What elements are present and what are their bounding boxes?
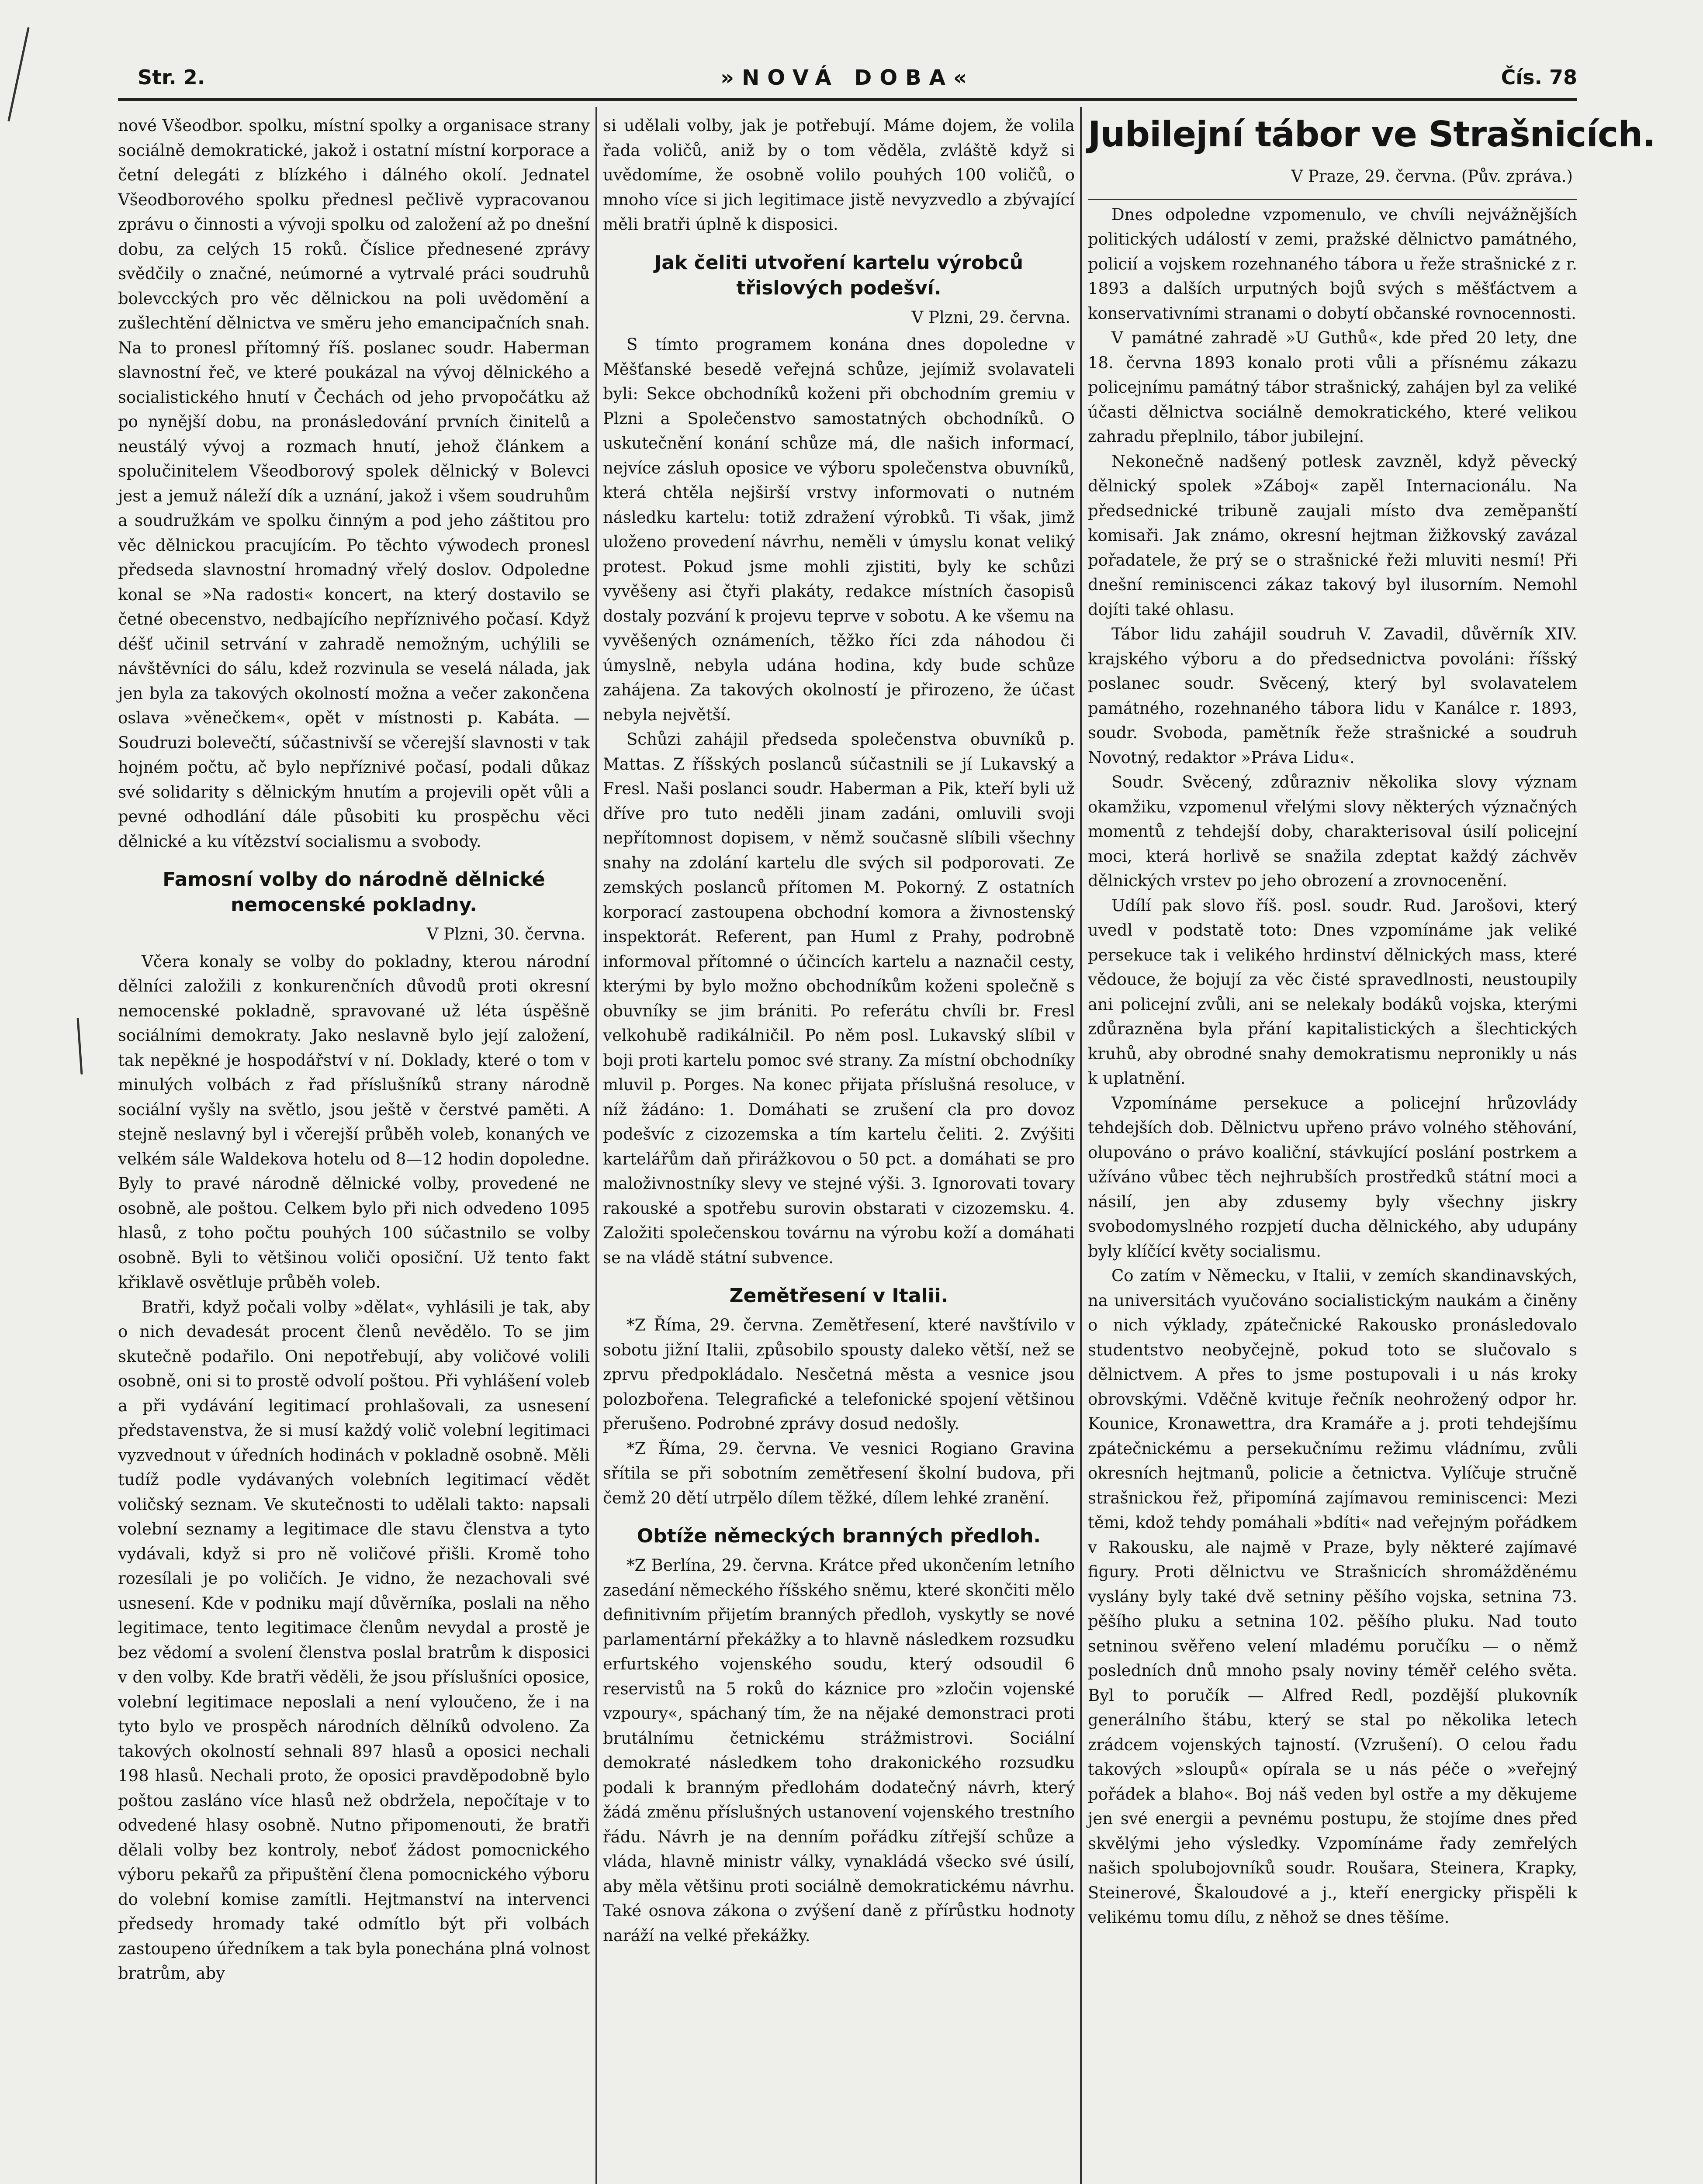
- article-text: S tímto programem konána dnes dopoledne v Měšťanské besedě veřejná schůze, jejímiž svolavateli byli: Sekce obchodníků koženi při obchodním gremiu v Plzni a Společenstvo samostatných obchodníků. O uskutečnění konání schůze má, dle našich informací, nejvíce zásluh oposice ve výboru společenstva obuvníků, která chtěla nejširší vrstvy informovati o nutném následku kartelu: totiž zdražení výrobků. Ti však, jimž uloženo provedení návrhu, neměli v úmyslu konat veliký protest. Pokud jsme mohli zjistiti, byly ke schůzi vyvěšeny asi čtyři plakáty, redakce místních časopisů dostaly pozvání k projevu teprve v sobotu. A ke všemu na vyvěšených oznámeních, těžko říci zda náhodou či úmyslně, nebyla udána hodina, kdy bude schůze zahájena. Za takových okolností je přirozeno, že účast nebyla největší.: [603, 335, 1075, 724]
- column-3: [1088, 114, 1655, 2184]
- masthead: »NOVÁ DOBA«: [720, 66, 975, 90]
- article-text: Bratři, když počali volby »dělat«, vyhlásili je tak, aby o nich devadesát procent členů nevědělo. To se jim skutečně podařilo. Oni nepotřebují, aby voličové volili osobně, oni si to prostě odvolí poštou. Při vyhlášení voleb a při vydávání legitimací prohlašovali, za usnesení představenstva, že si musí každý volič volební legitimaci vyzvednout v úředních hodinách v pokladně osobně. Měli tudíž podle vydávaných volebních legitimací vědět voličský seznam. Ve skutečnosti to udělali takto: napsali volební seznamy a legitimace dle stavu členstva a tyto vydávali, když si pro ně voličové přišli. Kromě toho rozesílali je po voličích. Je vidno, že nezachovali své usnesení. Kde v podniku mají důvěrníka, poslali na něho legitimace, tento legitimace členům nevydal a prostě je bez vědomí a svolení členstva poslal bratrům k disposici v den volby. Kde bratři věděli, že jsou příslušníci oposice, volební legitimace neposlali a není vyloučeno, že i na tyto bylo ve prospěch národních dělníků odvoleno. Za takových okolností sehnali 897 hlasů a oposici nechali 198 hlasů. Nechali proto, že oposici pravděpodobně bylo poštou zasláno více hlasů než obdržela, nepočítaje v to odvedené hlasy osobně. Nutno připomenouti, že bratři dělali volby bez kontroly, neboť žádost pomocnického výboru pekařů za připuštění člena pomocnického výboru do volební komise zamítli. Hejtmanství na intervenci předsedy hromady také odmítlo být při volbách zastoupeno úředníkem a tak byla ponechána plná volnost bratrům, aby: [118, 1297, 590, 1983]
- page-header: [118, 66, 1577, 96]
- article-text: si udělali volby, jak je potřebují. Máme dojem, že volila řada voličů, aniž by o tom věděla, zvláště když si uvědomíme, že osobně volilo pouhých 100 voličů, o mnoho více si jich legitimace jistě nevyzvedlo a zbývající měli bratři úplně k disposici.: [603, 116, 1075, 234]
- column-divider: [595, 107, 597, 2184]
- margin-pencil-mark: [76, 1018, 83, 1075]
- article-text: Nekonečně nadšený potlesk zavzněl, když pěvecký dělnický spolek »Záboj« zapěl Internacionálu. Na předsednické tribuně zaujali místo dva zeměpanští komisaři. Jak známo, okresní hejtman žižkovský zavázal pořadatele, že prý se o strašnické řeži mluviti nesmí! Při dnešní reminiscenci zákaz takový byl ilusorním. Nemohl dojíti také ohlasu.: [1088, 452, 1577, 619]
- article-text: Tábor lidu zahájil soudruh V. Zavadil, důvěrník XIV. krajského výboru a do předsednictva povoláni: říšský poslanec soudr. Svěcený, který byl svolavatelem památného, rozehnaného tábora lidu v Kanálce r. 1893, soudr. Svoboda, pamětník řeže strašnické a soudruh Novotný, redaktor »Práva Lidu«.: [1088, 625, 1577, 767]
- main-headline: Jubilejní tábor ve Strašnicích.: [1088, 114, 1655, 155]
- article-headline: Zemětřesení v Italii.: [729, 1285, 948, 1307]
- article-text: V památné zahradě »U Guthů«, kde před 20 lety, dne 18. června 1893 konalo proti vůli a přísnému zákazu policejnímu památný tábor strašnický, zahájen byl za veliké účasti dělnictva sociálně demokratického, které velikou zahradu přeplnilo, tábor jubilejní.: [1088, 328, 1577, 446]
- article-headline: Famosní volby do národně dělnické nemocenské pokladny.: [163, 868, 545, 916]
- article-text: Soudr. Svěcený, zdůrazniv několika slovy význam okamžiku, vzpomenul vřelými slovy některých význačných momentů z tehdejší doby, charakterisoval úsilí policejní moci, která horlivě se snažila zdeptat každý záchvěv dělnických vrstev po jeho obrození a zrovnocenění.: [1088, 773, 1577, 890]
- issue-number: Čís. 78: [1501, 66, 1577, 89]
- article-text: Dnes odpoledne vzpomenulo, ve chvíli nejvážnějších politických událostí v zemi, pražské dělnictvo památného, policií a vojskem rozehnaného tábora u řeže strašnické z r. 1893 a dalších urputných bojů svých s měšťáctvem a konservativními stranami o dobytí občanské rovnocennosti.: [1088, 205, 1577, 323]
- article-text: Schůzi zahájil předseda společenstva obuvníků p. Mattas. Z říšských poslanců súčastnili se jí Lukavský a Fresl. Naši poslanci soudr. Haberman a Pik, kteří byli už dříve pro tuto neděli jinam zadáni, omluvili svoji nepřítomnost dopisem, v němž současně slíbili všechny snahy na zdolání kartelu dle svých sil podporovati. Ze zemských poslanců přítomen M. Pokorný. Z ostatních korporací zastoupena obchodní komora a živnostenský inspektorát. Referent, pan Huml z Prahy, podrobně informoval přítomné o účincích kartelu a naznačil cesty, kterými by bylo možno obchodníkům koženi společně s obuvníky se jim brániti. Po referátu chvíli br. Fresl velkohubě radikálničil. Po něm posl. Lukavský slíbil v boji proti kartelu pomoc své strany. Za místní obchodníky mluvil p. Porges. Na konec přijata příslušná resoluce, v níž žádáno: 1. Domáhati se zrušení cla pro dovoz podešvíc z cizozemska a tím kartelu čeliti. 2. Zvýšiti kartelářům daň přirážkovou o 50 pct. a domáhati se pro maloživnostníky slevy ve stejné výši. 3. Ignorovati tovary rakouské a spotřebu surovin obstarati v cizozemsku. 4. Založiti společenskou továrnu na výrobu koží a domáhati se na vládě státní subvence.: [603, 730, 1075, 1267]
- article-text: Udílí pak slovo říš. posl. soudr. Rud. Jarošovi, který uvedl v podstatě toto: Dnes vzpomínáme jak veliké persekuce tak i velikého hrdinství dělnických mass, které vědouce, že bojují za věc čisté spravedlnosti, neustoupily ani policejní zvůli, ani se nelekaly bodáků vojska, kterými zdůrazněna byla přání kapitalistických a šlechtických kruhů, aby obrodné snahy demokratismu nepronikly u nás k uplatnění.: [1088, 896, 1577, 1088]
- headline-rule: [1088, 199, 1577, 200]
- header-rule: [118, 98, 1577, 101]
- column-divider: [1080, 107, 1082, 2184]
- page-number: Str. 2.: [138, 66, 205, 89]
- article-text: Vzpomínáme persekuce a policejní hrůzovlády tehdejších dob. Dělnictvu upřeno právo volného stěhování, olupováno o právo koaliční, stávkující poslání postrkem a užíváno vůbec těch nejhrubších prostředků státní moci a násilí, jen aby zdusemy byly všechny jiskry svobodomyslného rozpjetí ducha dělnického, aby udupány byly klíčící květy socialismu.: [1088, 1093, 1577, 1261]
- article-text: Co zatím v Německu, v Italii, v zemích skandinavských, na universitách vyučováno socialistickým naukám a činěny o nich výklady, zpátečnické Rakousko pronásledovalo studentstvo neobyčejně, pokud toto se slučovalo s dělnictvem. A přes to jsme postupovali i u nás kroky obrovskými. Vděčně kvituje řečník neohrožený odpor hr. Kounice, Kronawettra, dra Kramáře a j. proti tehdejšímu zpátečnickému a persekučnímu režimu vládnímu, zvůli okresních hejtmanů, policie a četnictva. Vylíčuje stručně strašnickou řež, připomíná zajímavou reminiscenci: Mezi těmi, kdož tehdy pomáhali »bdíti« nad veřejným pořádkem v Rakousku, ale najmě v Praze, byly některé zajímavé figury. Proti dělnictvu ve Strašnicích shromážděnému vyslány byly také dvě setniny pěšího vojska, setnina 73. pěšího pluku a setnina 102. pěšího pluku. Nad touto setninou svěřeno velení mladému poručíku — o němž posledních dnů mnoho psaly noviny téměř celého světa. Byl to poručík — Alfred Redl, pozdější plukovník generálního štábu, který se stal po několika letech zrádcem vojenských tajností. (Vzrušení). O celou řadu takových »sloupů« opírala se u nás péče o »veřejný pořádek a blaho«. Boj náš veden byl ostře a my děkujeme jen své energii a pevnému postupu, že stojíme dnes před skvělými jeho výsledky. Vzpomínáme řady zemřelých našich spolubojovníků soudr. Roušara, Steinera, Krapky, Steinerové, Škaloudové a j., kteří energicky přispěli k velikému tomu dílu, z něhož se dnes těšíme.: [1088, 1266, 1577, 1927]
- article-headline: Obtíže německých branných předloh.: [637, 1525, 1041, 1547]
- dateline: V Praze, 29. června. (Pův. zpráva.): [1291, 167, 1573, 186]
- dateline: V Plzni, 30. června.: [426, 925, 585, 943]
- article-text: *Z Berlína, 29. června. Krátce před ukončením letního zasedání německého říšského sněmu, které skončiti mělo definitivním přijetím branných předloh, vyskytly se nové parlamentární překážky a to hlavně následkem rozsudku erfurtského vojenského soudu, který odsoudil 6 reservistů na 5 roků do káznice pro »zločin vojenské vzpoury«, spáchaný tím, že na nějaké demonstraci proti brutálnímu četnickému strážmistrovi. Sociální demokraté následkem toho drakonického rozsudku podali k branným předlohám dodatečný návrh, který žádá změnu příslušných ustanovení vojenského trestního řádu. Návrh je na denním pořádku zítřejší schůze a vláda, hlavně ministr války, vynakládá všecko své úsilí, aby měla většinu proti sociálně demokratickému návrhu. Také osnova zákona o zvýšení daně z přírůstku hodnoty naráží na velké překážky.: [603, 1556, 1075, 1945]
- column-2: [603, 114, 1075, 2184]
- article-text: Včera konaly se volby do pokladny, kterou národní dělníci založili z konkurenčních důvodů proti okresní nemocenské pokladně, spravované už léta úspěšně sociálními demokraty. Jako neslavně bylo její založení, tak nepěkné je hospodářství v ní. Doklady, které o tom v minulých volbách z řad příslušníků strany národně sociální vyšly na světlo, jsou ještě v čerstvé paměti. A stejně neslavný byl i včerejší průběh voleb, konaných ve velkém sále Waldekova hotelu od 8—12 hodin dopoledne. Byly to pravé národně dělnické volby, provedené ne osobně, ale poštou. Celkem bylo při nich odvedeno 1095 hlasů, z toho počtu pouhých 100 súčastnilo se volby osobně. Byli to většinou voliči oposiční. Už tento fakt křiklavě osvětluje průběh voleb.: [118, 952, 590, 1292]
- article-text: *Z Říma, 29. června. Ve vesnici Rogiano Gravina sřítila se při sobotním zemětřesení školní budova, při čemž 20 dětí utrpělo dílem těžké, dílem lehké zranění.: [603, 1439, 1075, 1507]
- article-text: *Z Říma, 29. června. Zemětřesení, které navštívilo v sobotu jižní Italii, způsobilo spousty daleko větší, než se zprvu předpokládalo. Nesčetná města a vesnice jsou polozbořena. Telegrafické a telefonické spojení většinou přerušeno. Podrobné zprávy dosud nedošly.: [603, 1316, 1075, 1433]
- margin-pencil-mark: [7, 27, 30, 121]
- article-headline: Jak čeliti utvoření kartelu výrobců třislových podešví.: [654, 251, 1024, 299]
- dateline: V Plzni, 29. června.: [911, 308, 1070, 327]
- column-1: [118, 114, 590, 2184]
- article-text: nové Všeodbor. spolku, místní spolky a organisace strany sociálně demokratické, jakož i ostatní místní korporace a četní delegáti z blízkého i dálného okolí. Jednatel Všeodborového spolku přednesl pečlivě vypracovanou zprávu o činnosti a vývoji spolku od založení až po dnešní dobu, za celých 15 roků. Číslice přednesené zprávy svědčily o značné, neúmorné a vytrvalé práci soudruhů bolevcckých pro věc dělnickou na poli uvědomění a zušlechtění dělnictva ve směru jeho emancipačních snah. Na to pronesl přítomný říš. poslanec soudr. Haberman slavnostní řeč, ve které poukázal na vývoj dělnického a socialistického hnutí v Čechách od jeho prvopočátku až po nynější dobu, na pronásledování prvních činitelů a neustálý vývoj a rozmach hnutí, jehož článkem a spolučinitelem Všeodborový spolek dělnický v Bolevci jest a jemuž náleží dík a uznání, jakož i všem soudruhům a soudružkám ve spolku činným a pod jeho záštitou pro věc dělnickou pracujícím. Po těchto výwodech pronesl předseda slavnostní hromadný vřelý doslov. Odpoledne konal se »Na radosti« koncert, na který dostavilo se četné obecenstvo, nedbajícího nepříznivého počasí. Když déšť učinil setrvání v zahradě nemožným, uchýlili se návštěvníci do sálu, kdež rozvinula se veselá nálada, jak jen byla za takových okolností možna a večer zakončena oslava »věnečkem«, opět v místnosti p. Kabáta. — Soudruzi bolevečtí, súčastnivší se včerejší slavnosti v tak hojném počtu, ač bylo nepříznivé počasí, podali důkaz své solidarity s dělnickým hnutím a projevili opět vůli a pevné odhodlání dále působiti ku prospěchu věci dělnické a ku vítězství socialismu a svobody.: [118, 116, 590, 851]
